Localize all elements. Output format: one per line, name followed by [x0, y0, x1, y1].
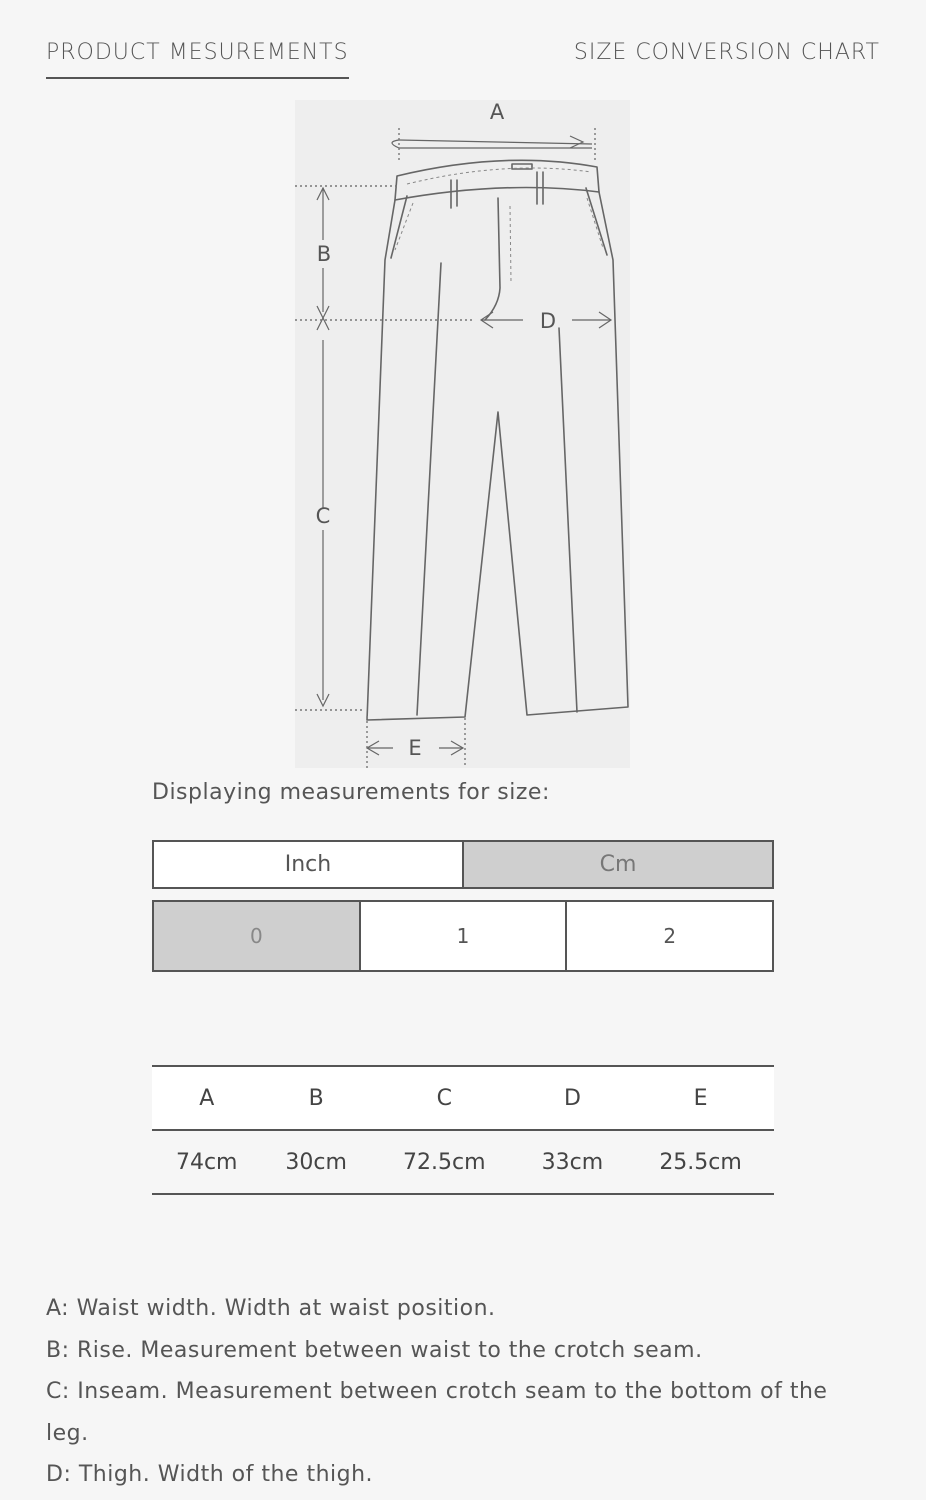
note-c: C: Inseam. Measurement between crotch seam to the bottom of the leg. — [46, 1379, 828, 1446]
value-e: 25.5cm — [627, 1130, 774, 1194]
value-d: 33cm — [518, 1130, 627, 1194]
pants-measurement-diagram — [295, 100, 630, 768]
label-d: D — [539, 309, 557, 333]
tab-size-conversion-chart[interactable]: SIZE CONVERSION CHART — [573, 40, 880, 65]
label-b: B — [316, 242, 332, 266]
note-b: B: Rise. Measurement between waist to the crotch seam. — [46, 1337, 703, 1363]
header-a: A — [152, 1066, 261, 1130]
table-header-row — [152, 1066, 774, 1130]
size-option-0[interactable]: 0 — [154, 902, 359, 970]
measurement-notes — [46, 1288, 846, 1496]
label-a: A — [489, 100, 505, 124]
header-c: C — [371, 1066, 518, 1130]
note-a: A: Waist width. Width at waist position. — [46, 1296, 496, 1321]
tab-product-measurements[interactable]: PRODUCT MESUREMENTS — [46, 40, 349, 79]
note-d: D: Thigh. Width of the thigh. — [46, 1462, 374, 1487]
unit-cm-button[interactable]: Cm — [462, 842, 772, 887]
label-e: E — [408, 736, 422, 760]
header-d: D — [518, 1066, 627, 1130]
value-a: 74cm — [152, 1130, 261, 1194]
unit-toggle — [152, 840, 774, 889]
header-b: B — [261, 1066, 370, 1130]
value-c: 72.5cm — [371, 1130, 518, 1194]
label-c: C — [315, 504, 331, 528]
unit-inch-button[interactable]: Inch — [154, 842, 462, 887]
measurements-table — [152, 1065, 774, 1195]
pants-illustration — [295, 100, 630, 768]
measurement-tabs — [46, 40, 880, 90]
size-option-2[interactable]: 2 — [565, 902, 772, 970]
table-row — [152, 1130, 774, 1194]
size-selector — [152, 900, 774, 972]
header-e: E — [627, 1066, 774, 1130]
size-option-1[interactable]: 1 — [359, 902, 566, 970]
display-size-label: Displaying measurements for size: — [152, 780, 550, 805]
value-b: 30cm — [261, 1130, 370, 1194]
